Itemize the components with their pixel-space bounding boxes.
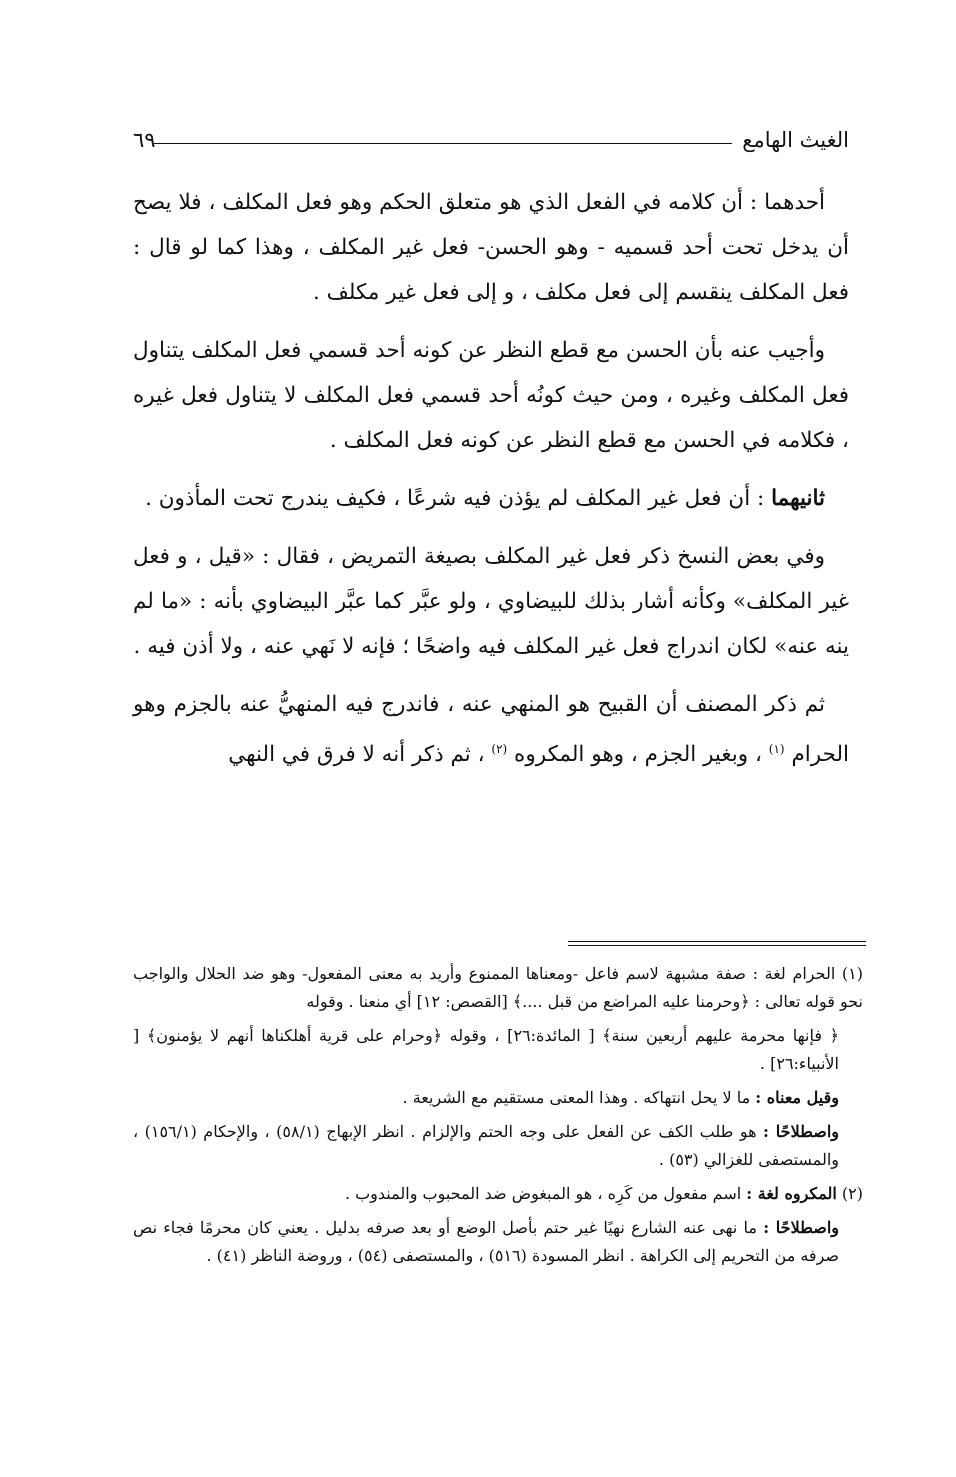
footnote-1: (١) الحرام لغة : صفة مشبهة لاسم فاعل -ومعناها الممنوع وأريد به معنى المفعول- وهو ضد الحلال والواجب نحو قوله تعالى : ﴿وحرمنا عليه المراضع من قبل ....﴾ [القصص: ١٢] أي منعنا . وقوله	[133, 964, 863, 1011]
paragraph-5-text-b: ، وبغير الجزم ، وهو المكروه	[507, 742, 769, 768]
footnote-1-technical-label: واصطلاحًا :	[762, 1122, 840, 1141]
paragraph-3	[133, 476, 849, 521]
footnote-1-technical-text: هو طلب الكف عن الفعل على وجه الحتم والإلزام . انظر الإبهاج (٥٨/١) ، والإحكام (١٥٦/١) ، والمستصفى للغزالي (٥٣) .	[133, 1122, 839, 1169]
paragraph-4: وفي بعض النسخ ذكر فعل غير المكلف بصيغة التمريض ، فقال : «قيل ، و فعل غير المكلف» وكأنه أشار بذلك للبيضاوي ، ولو عبَّر كما عبَّر البيضاوي بأنه : «ما لم ينه عنه» لكان اندراج فعل غير المكلف فيه واضحًا ؛ فإنه لا نَهي عنه ، ولا أذن فيه .	[133, 544, 849, 659]
footnote-2-technical	[133, 1214, 863, 1270]
header-rule	[154, 143, 733, 144]
paragraph-5-text-a: ثم ذكر المصنف أن القبيح هو المنهي عنه ، فاندرج فيه المنهيُّ عنه بالجزم وهو الحرام	[133, 692, 849, 768]
footnote-2-technical-label: واصطلاحًا :	[763, 1218, 839, 1237]
paragraph-5	[133, 682, 849, 777]
main-text	[133, 180, 849, 790]
footnote-1-meaning-text: ما لا يحل انتهاكه . وهذا المعنى مستقيم مع الشريعة .	[402, 1088, 756, 1107]
footnotes	[133, 960, 863, 1276]
footnote-ref-1: (١)	[768, 742, 785, 756]
footnote-2-text: اسم مفعول من كَرِه ، هو المبغوض ضد المحبوب والمندوب .	[344, 1184, 747, 1203]
footnote-2	[133, 1180, 863, 1208]
paragraph-1: أحدهما : أن كلامه في الفعل الذي هو متعلق الحكم وهو فعل المكلف ، فلا يصح أن يدخل تحت أحد قسميه - وهو الحسن- فعل غير المكلف ، وهذا كما لو قال : فعل المكلف ينقسم إلى فعل مكلف ، و إلى فعل غير مكلف .	[133, 190, 849, 305]
footnote-1-meaning	[133, 1084, 863, 1112]
paragraph-3-label: ثانيهما	[771, 486, 825, 511]
paragraph-2: وأجيب عنه بأن الحسن مع قطع النظر عن كونه أحد قسمي فعل المكلف يتناول فعل المكلف وغيره ، ومن حيث كونُه أحد قسمي فعل المكلف لا يتناول فعل غيره ، فكلامه في الحسن مع قطع النظر عن كونه فعل المكلف .	[133, 338, 849, 453]
footnote-2-number: (٢)	[836, 1184, 863, 1203]
footnote-2-label: المكروه لغة :	[746, 1184, 837, 1203]
paragraph-3-text: : أن فعل غير المكلف لم يؤذن فيه شرعًا ، فكيف يندرج تحت المأذون .	[145, 486, 772, 511]
footnote-1-meaning-label: وقيل معناه :	[755, 1088, 839, 1107]
footnote-2-technical-text: ما نهى عنه الشارع نهيًا غير حتم بأصل الوضع أو بعد صرفه بدليل . يعني كان محرمًا فجاء نص صرفه من التحريم إلى الكراهة . انظر المسودة (٥١٦) ، والمستصفى (٥٤) ، وروضة الناظر (٤١) .	[133, 1218, 839, 1265]
page-number: ٦٩	[133, 128, 156, 152]
running-header	[133, 120, 849, 160]
footnote-separator	[568, 941, 866, 946]
footnote-1-technical	[133, 1118, 863, 1174]
paragraph-5-text-c: ، ثم ذكر أنه لا فرق في النهي	[228, 742, 492, 768]
header-title: الغيث الهامع	[742, 128, 849, 152]
footnote-ref-2: (٢)	[491, 742, 508, 756]
footnote-1-cont: ﴿ فإنها محرمة عليهم أربعين سنة﴾ [ المائدة:٢٦] ، وقوله ﴿وحرام على قرية أهلكناها أنهم لا يؤمنون﴾ [ الأنبياء:٢٦] .	[133, 1026, 840, 1073]
